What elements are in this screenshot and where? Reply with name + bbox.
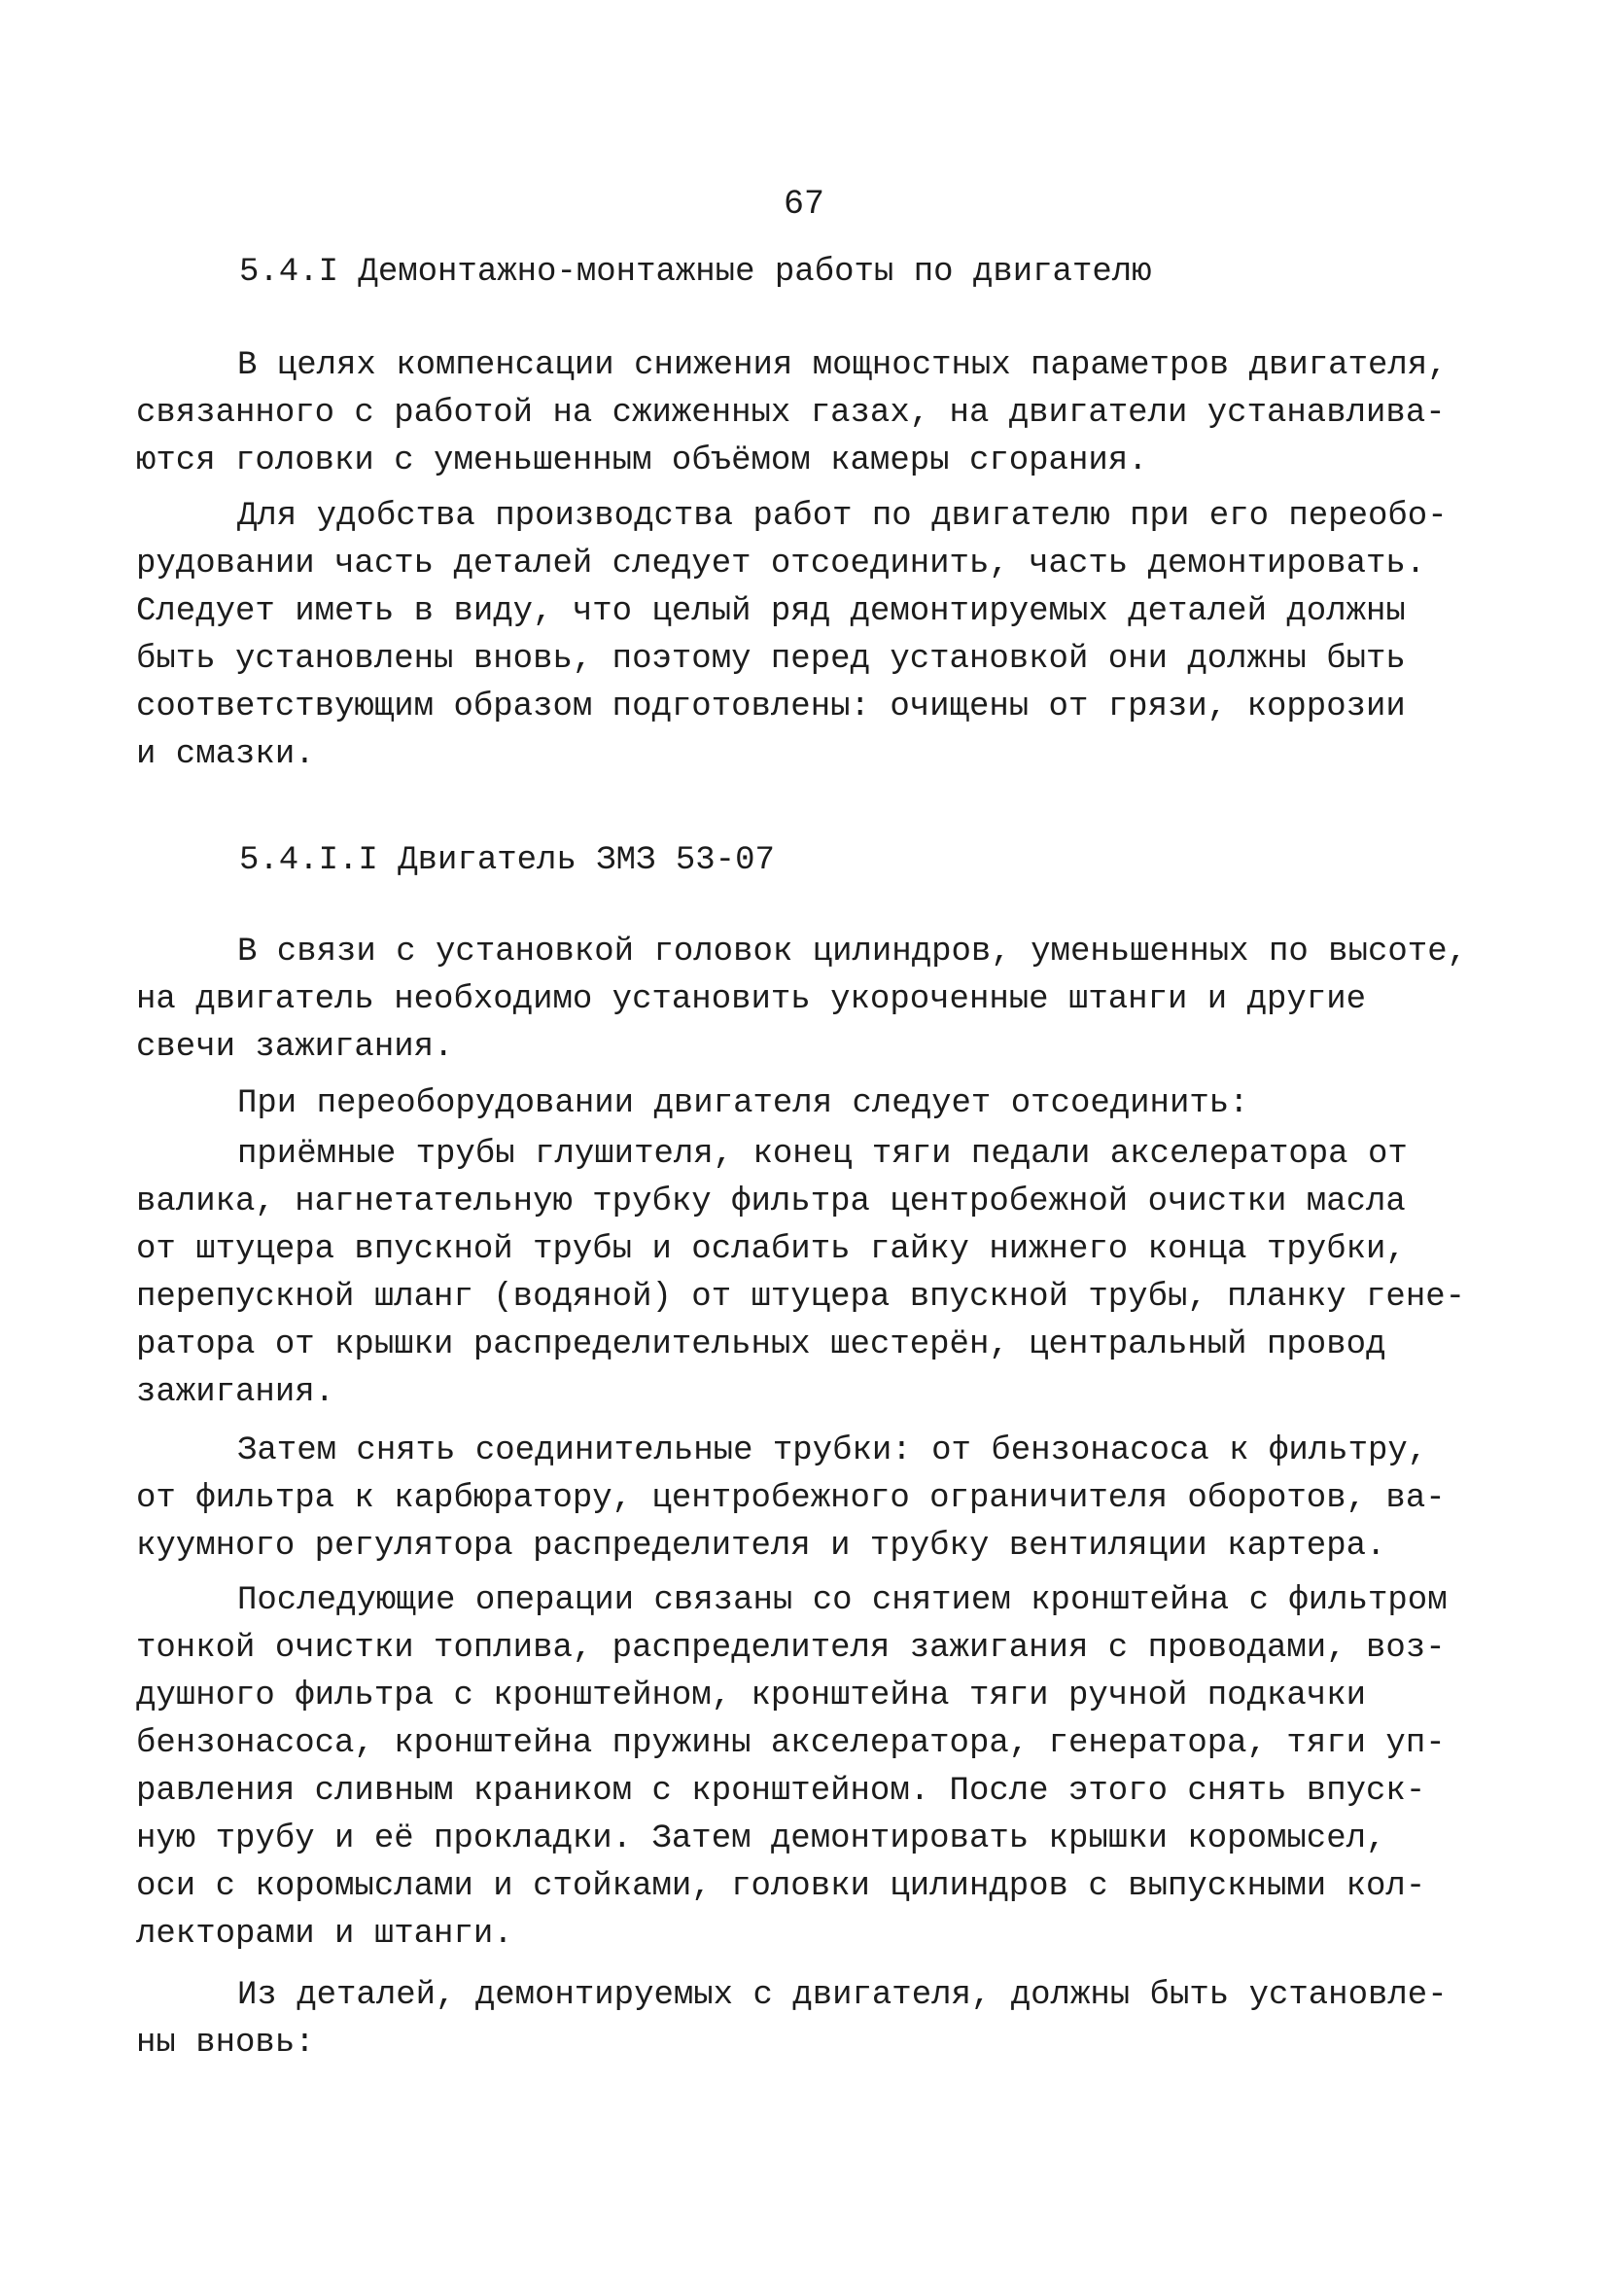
text-line: Для удобства производства работ по двигателю при его переобо- bbox=[237, 498, 1448, 535]
text-line: Затем снять соединительные трубки: от бензонасоса к фильтру, bbox=[237, 1432, 1428, 1469]
text-line: свечи зажигания. bbox=[136, 1029, 454, 1066]
text-line: от штуцера впускной трубы и ослабить гайку нижнего конца трубки, bbox=[136, 1231, 1406, 1268]
page-number: 67 bbox=[783, 185, 824, 224]
text-line: ются головки с уменьшенным объёмом камеры сгорания. bbox=[136, 442, 1148, 479]
text-line: быть установлены вновь, поэтому перед установкой они должны быть bbox=[136, 641, 1406, 678]
text-line: Следует иметь в виду, что целый ряд демонтируемых деталей должны bbox=[136, 593, 1406, 630]
text-line: В целях компенсации снижения мощностных параметров двигателя, bbox=[237, 347, 1448, 384]
text-line: лекторами и штанги. bbox=[136, 1916, 513, 1953]
section-2-paragraph-6 bbox=[136, 1972, 1478, 2067]
text-line: соответствующим образом подготовлены: очищены от грязи, коррозии bbox=[136, 689, 1406, 725]
text-line: связанного с работой на сжиженных газах, на двигатели устанавлива- bbox=[136, 395, 1446, 432]
text-line: ратора от крышки распределительных шестерён, центральный провод bbox=[136, 1326, 1386, 1363]
text-line: В связи с установкой головок цилиндров, уменьшенных по высоте, bbox=[237, 934, 1468, 971]
section-2-paragraph-4 bbox=[136, 1428, 1478, 1571]
text-line: ную трубу и её прокладки. Затем демонтировать крышки коромысел, bbox=[136, 1820, 1386, 1857]
text-line: оси с коромыслами и стойками, головки цилиндров с выпускными кол- bbox=[136, 1868, 1426, 1905]
section-2-paragraph-1 bbox=[136, 929, 1478, 1072]
text-line: перепускной шланг (водяной) от штуцера впускной трубы, планку гене- bbox=[136, 1279, 1466, 1316]
section-2-paragraph-2 bbox=[136, 1080, 1478, 1128]
text-line: и смазки. bbox=[136, 736, 315, 773]
text-line: бензонасоса, кронштейна пружины акселератора, генератора, тяги уп- bbox=[136, 1725, 1446, 1762]
section-2-paragraph-5 bbox=[136, 1577, 1478, 1959]
text-line: от фильтра к карбюратору, центробежного ограничителя оборотов, ва- bbox=[136, 1480, 1446, 1517]
text-line: равления сливным краником с кронштейном. После этого снять впуск- bbox=[136, 1773, 1426, 1810]
text-line: душного фильтра с кронштейном, кронштейна тяги ручной подкачки bbox=[136, 1678, 1367, 1714]
text-line: на двигатель необходимо установить укороченные штанги и другие bbox=[136, 981, 1367, 1018]
text-line: приёмные трубы глушителя, конец тяги педали акселератора от bbox=[237, 1136, 1408, 1173]
text-line: При переоборудовании двигателя следует отсоединить: bbox=[237, 1085, 1249, 1122]
text-line: куумного регулятора распределителя и трубку вентиляции картера. bbox=[136, 1528, 1386, 1565]
section-1-paragraph-2 bbox=[136, 493, 1478, 779]
text-line: Последующие операции связаны со снятием кронштейна с фильтром bbox=[237, 1582, 1448, 1619]
text-line: рудовании часть деталей следует отсоединить, часть демонтировать. bbox=[136, 546, 1426, 583]
text-line: Из деталей, демонтируемых с двигателя, должны быть установле- bbox=[237, 1977, 1448, 2014]
text-line: ны вновь: bbox=[136, 2025, 315, 2062]
section-2-paragraph-3 bbox=[136, 1131, 1478, 1417]
text-line: валика, нагнетательную трубку фильтра центробежной очистки масла bbox=[136, 1183, 1406, 1220]
section-1-paragraph-1 bbox=[136, 342, 1478, 485]
section-heading-5-4-1: 5.4.I Демонтажно-монтажные работы по двигателю bbox=[239, 254, 1152, 291]
text-line: зажигания. bbox=[136, 1374, 335, 1411]
section-heading-5-4-1-1: 5.4.I.I Двигатель ЗМЗ 53-07 bbox=[239, 842, 775, 879]
text-line: тонкой очистки топлива, распределителя зажигания с проводами, воз- bbox=[136, 1630, 1446, 1667]
